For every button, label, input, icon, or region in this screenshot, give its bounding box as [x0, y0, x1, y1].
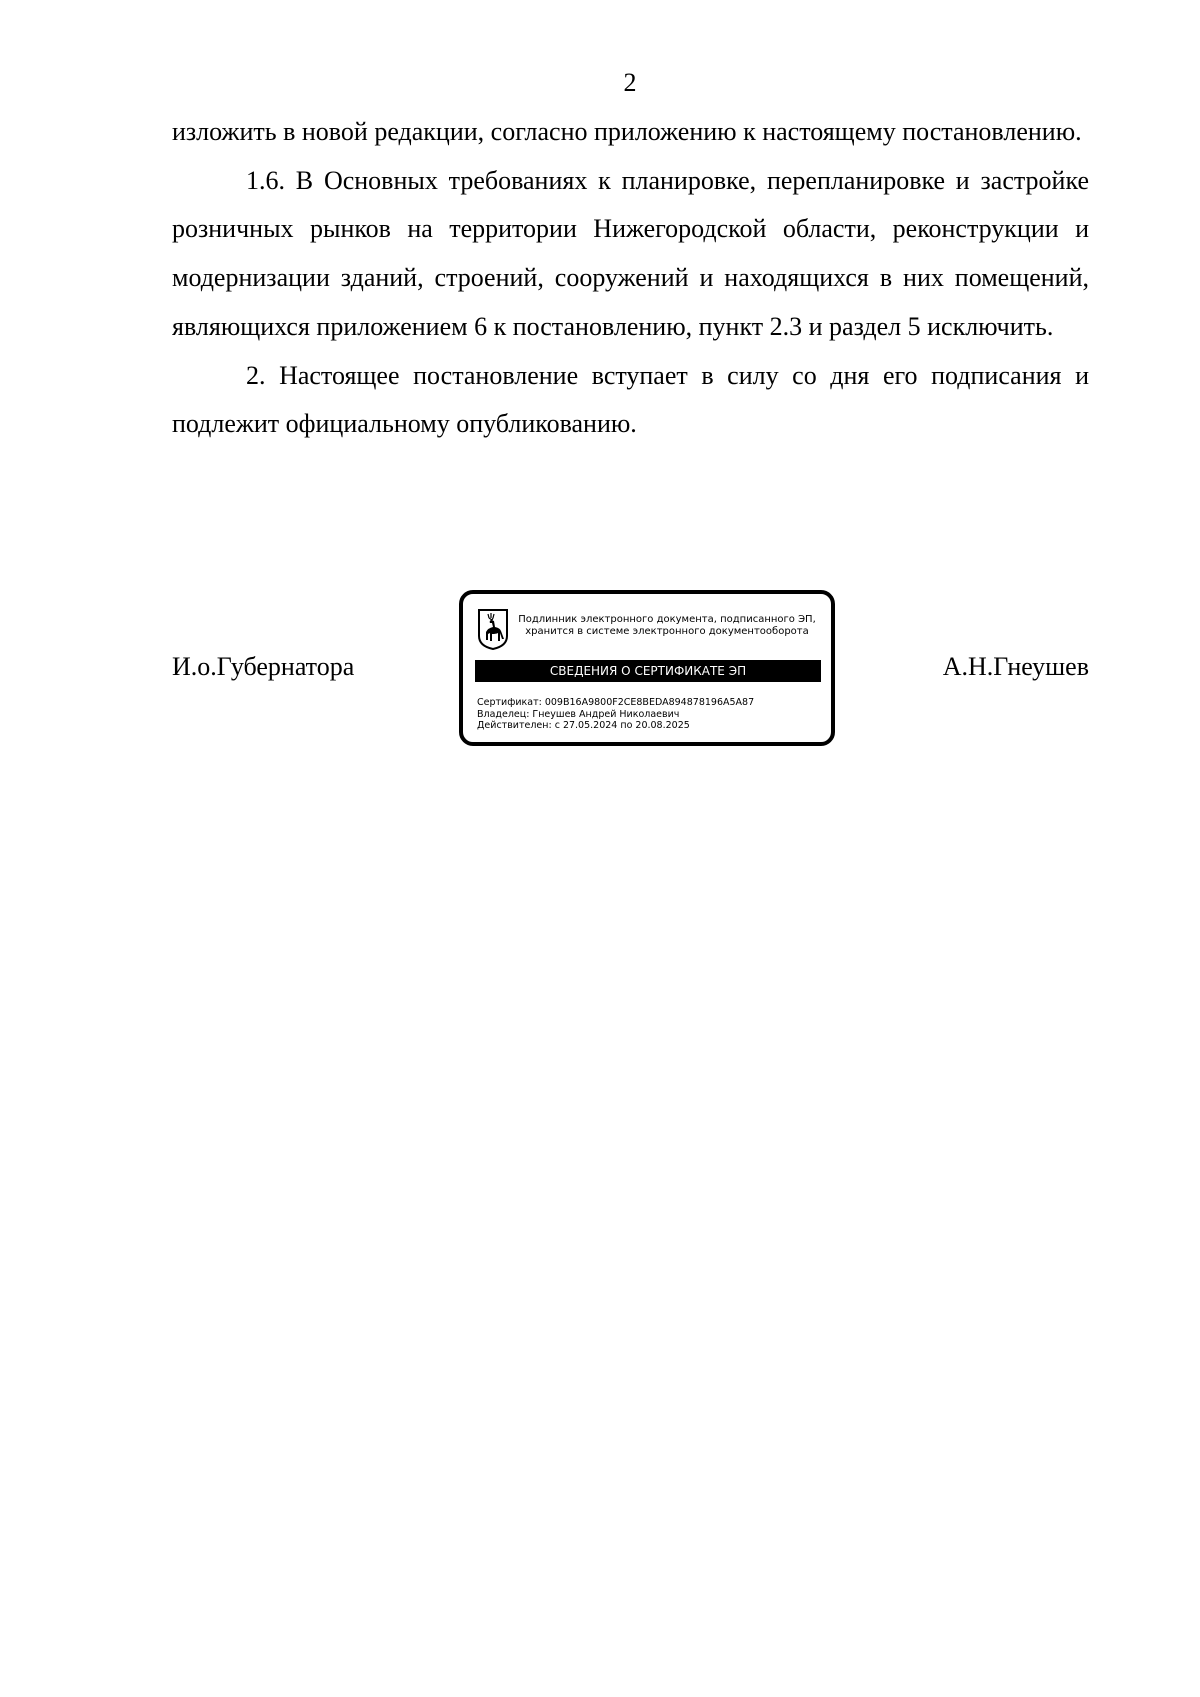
stamp-header: [513, 614, 821, 638]
certificate-details: [477, 697, 754, 732]
signatory-name: А.Н.Гнеушев: [942, 652, 1089, 681]
signatory-title: И.о.Губернатора: [172, 652, 355, 681]
certificate-number: Сертификат: 009B16A9800F2CE8BEDA894878196A5A87: [477, 697, 755, 708]
paragraph-item-2: 2. Настоящее постановление вступает в силу со дня его подписания и подлежит официальному опубликованию.: [172, 360, 1089, 439]
page-number: 2: [623, 68, 637, 97]
stamp-header-line: хранится в системе электронного документооборота: [525, 626, 809, 637]
stamp-header-line: Подлинник электронного документа, подписанного ЭП,: [518, 614, 816, 625]
paragraph-continuation: изложить в новой редакции, согласно приложению к настоящему постановлению.: [172, 117, 1082, 146]
document-body: [172, 108, 1089, 449]
deer-emblem-icon: [476, 608, 510, 650]
certificate-owner: Владелец: Гнеушев Андрей Николаевич: [477, 708, 680, 720]
certificate-info-bar: СВЕДЕНИЯ О СЕРТИФИКАТЕ ЭП: [475, 660, 821, 682]
electronic-signature-stamp: [459, 590, 835, 746]
paragraph-item-1-6: 1.6. В Основных требованиях к планировке, перепланировке и застройке розничных рынков на территории Нижегородской области, реконструкции и модернизации зданий, строений, сооружений и находящихся в них помещений, являющихся приложением 6 к постановлению, пункт 2.3 и раздел 5 исключить.: [172, 165, 1089, 341]
certificate-validity: Действителен: с 27.05.2024 по 20.08.2025: [477, 720, 690, 731]
